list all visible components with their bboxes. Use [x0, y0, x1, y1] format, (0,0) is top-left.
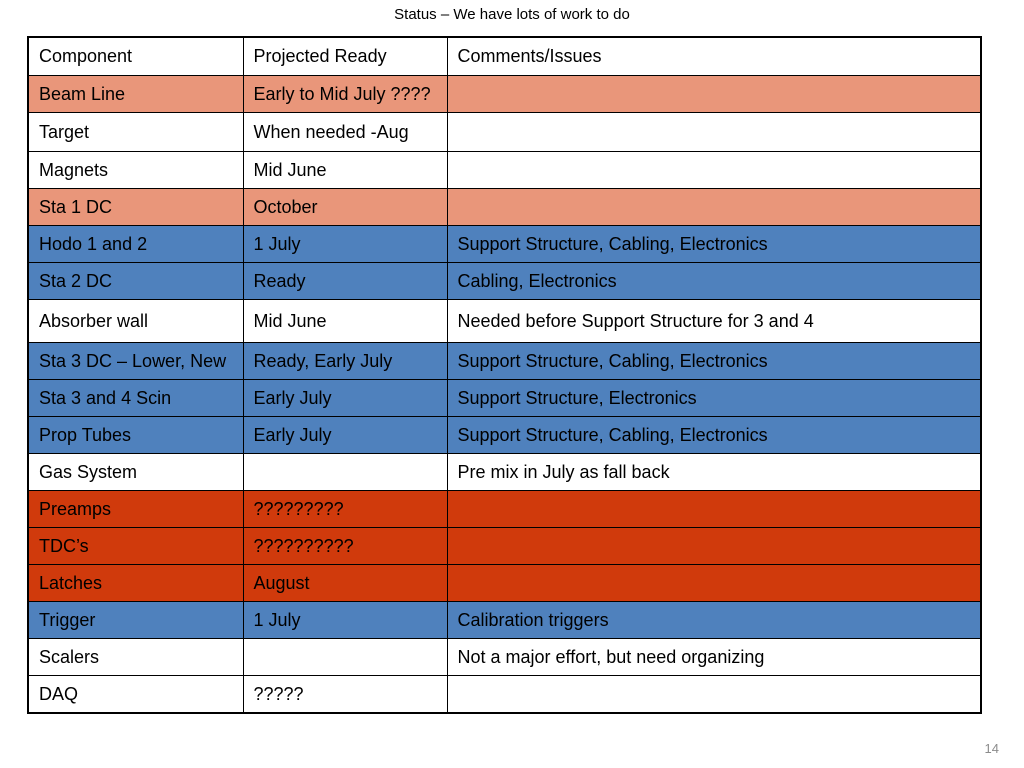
cell-comments: [447, 189, 981, 226]
cell-comments: Support Structure, Electronics: [447, 380, 981, 417]
table-row: [28, 152, 981, 189]
cell-ready: Ready, Early July: [243, 343, 447, 380]
table-header-row: [28, 37, 981, 76]
status-table: [27, 36, 982, 714]
cell-ready: 1 July: [243, 602, 447, 639]
cell-ready: October: [243, 189, 447, 226]
table-row: [28, 113, 981, 152]
cell-comments: Support Structure, Cabling, Electronics: [447, 417, 981, 454]
cell-ready: [243, 639, 447, 676]
cell-comments: Pre mix in July as fall back: [447, 454, 981, 491]
page-number: 14: [984, 741, 999, 756]
cell-comments: Needed before Support Structure for 3 and 4: [447, 300, 981, 343]
slide-title: Status – We have lots of work to do: [394, 6, 630, 23]
cell-comments: [447, 76, 981, 113]
table-row: [28, 189, 981, 226]
cell-component: TDC’s: [28, 528, 243, 565]
table-row: [28, 491, 981, 528]
cell-component: Sta 3 and 4 Scin: [28, 380, 243, 417]
cell-ready: Early to Mid July ????: [243, 76, 447, 113]
header-comments-issues: Comments/Issues: [447, 37, 981, 76]
cell-component: Gas System: [28, 454, 243, 491]
table-row: [28, 454, 981, 491]
header-component: Component: [28, 37, 243, 76]
cell-component: Trigger: [28, 602, 243, 639]
cell-component: DAQ: [28, 676, 243, 714]
cell-component: Hodo 1 and 2: [28, 226, 243, 263]
cell-ready: Early July: [243, 417, 447, 454]
table-row: [28, 565, 981, 602]
cell-component: Scalers: [28, 639, 243, 676]
cell-comments: Calibration triggers: [447, 602, 981, 639]
cell-component: Sta 3 DC – Lower, New: [28, 343, 243, 380]
table-row: [28, 602, 981, 639]
cell-component: Sta 2 DC: [28, 263, 243, 300]
table-row: [28, 528, 981, 565]
cell-ready: ?????: [243, 676, 447, 714]
cell-ready: [243, 454, 447, 491]
cell-component: Magnets: [28, 152, 243, 189]
table-row: [28, 639, 981, 676]
cell-comments: Support Structure, Cabling, Electronics: [447, 226, 981, 263]
table-row: [28, 676, 981, 714]
table-row: [28, 300, 981, 343]
cell-ready: August: [243, 565, 447, 602]
cell-ready: Mid June: [243, 152, 447, 189]
cell-component: Latches: [28, 565, 243, 602]
table-row: [28, 226, 981, 263]
header-projected-ready: Projected Ready: [243, 37, 447, 76]
cell-ready: Mid June: [243, 300, 447, 343]
cell-comments: [447, 491, 981, 528]
cell-component: Preamps: [28, 491, 243, 528]
cell-comments: [447, 565, 981, 602]
cell-comments: [447, 152, 981, 189]
cell-comments: Cabling, Electronics: [447, 263, 981, 300]
cell-comments: [447, 528, 981, 565]
cell-component: Absorber wall: [28, 300, 243, 343]
cell-component: Prop Tubes: [28, 417, 243, 454]
table-row: [28, 263, 981, 300]
cell-ready: ?????????: [243, 491, 447, 528]
cell-comments: [447, 676, 981, 714]
cell-comments: [447, 113, 981, 152]
cell-component: Sta 1 DC: [28, 189, 243, 226]
cell-component: Beam Line: [28, 76, 243, 113]
table-row: [28, 343, 981, 380]
table-row: [28, 76, 981, 113]
table-row: [28, 380, 981, 417]
cell-ready: Early July: [243, 380, 447, 417]
cell-ready: ??????????: [243, 528, 447, 565]
cell-ready: Ready: [243, 263, 447, 300]
cell-ready: 1 July: [243, 226, 447, 263]
cell-ready: When needed -Aug: [243, 113, 447, 152]
cell-comments: Not a major effort, but need organizing: [447, 639, 981, 676]
cell-component: Target: [28, 113, 243, 152]
cell-comments: Support Structure, Cabling, Electronics: [447, 343, 981, 380]
table-row: [28, 417, 981, 454]
